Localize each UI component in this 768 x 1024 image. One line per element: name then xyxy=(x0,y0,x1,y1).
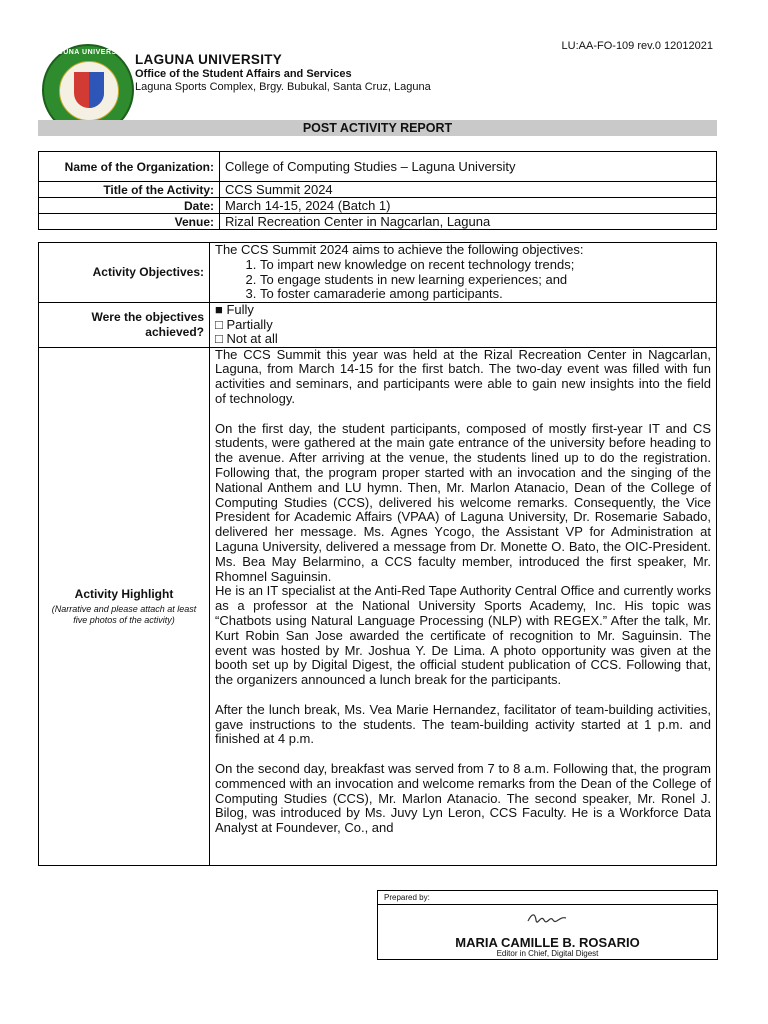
letterhead xyxy=(135,52,431,93)
date-value: March 14-15, 2024 (Batch 1) xyxy=(220,198,717,214)
achieved-label: Were the objectives achieved? xyxy=(39,303,210,348)
highlight-label-cell xyxy=(39,347,210,865)
objective-item: 2. To engage students in new learning experiences; and xyxy=(260,273,711,288)
seal-text: LAGUNA UNIVERSITY xyxy=(46,49,130,56)
highlight-label: Activity Highlight xyxy=(74,586,174,601)
option-not-at-all: □ Not at all xyxy=(215,331,278,347)
prepared-by-label: Prepared by: xyxy=(378,891,717,905)
preparer-role: Editor in Chief, Digital Digest xyxy=(496,949,599,958)
report-title: POST ACTIVITY REPORT xyxy=(38,120,717,136)
venue-label: Venue: xyxy=(39,214,220,230)
activity-details-table xyxy=(38,242,717,866)
prepared-by-box xyxy=(377,890,718,960)
document-reference: LU:AA-FO-109 rev.0 12012021 xyxy=(561,40,713,52)
org-value: College of Computing Studies – Laguna University xyxy=(220,152,717,182)
objectives-label: Activity Objectives: xyxy=(39,243,210,303)
achieved-options xyxy=(210,303,717,348)
narrative-paragraph: The CCS Summit this year was held at the Rizal Recreation Center in Nagcarlan, Laguna, from March 14-15 for the first batch. The two-day event was filled with fun activities and seminars, and participants were able to gain new insights into the field of technology. xyxy=(215,346,711,407)
objective-item: 3. To foster camaraderie among participants. xyxy=(260,287,711,302)
objectives-list xyxy=(215,258,711,302)
highlight-note: (Narrative and please attach at least five photos of the activity) xyxy=(51,603,197,625)
narrative-paragraph: After the lunch break, Ms. Vea Marie Hernandez, facilitator of team-building activities, gave instructions to the students. The team-building activity started at 1 p.m. and finished at 4 p.m. xyxy=(215,701,711,747)
narrative-paragraph: On the first day, the student participants, composed of mostly first-year IT and CS students, were gathered at the main gate entrance of the university before heading to the avenue. After arriving at the venue, the students lined up to do the registration. Following that, the program proper started with an invocation and the singing of the National Anthem and LU hymn. Then, Mr. Marlon Atanacio, Dean of the College of Computing Studies (CCS), delivered his welcome remarks. Consequently, the Vice President for Academic Affairs (VPAA) of Laguna University, Dr. Rosemarie Sabado, delivered her message. Ms. Agnes Ycogo, the Assistant VP for Administration at Laguna University, delivered a message from Dr. Monette O. Bato, the OIC-President. Ms. Bea May Belarmino, a CCS faculty member, introduced the first speaker, Mr. Rhomnel Saguinsin. xyxy=(215,420,711,584)
signature-icon xyxy=(526,911,568,925)
office-name: Office of the Student Affairs and Services xyxy=(135,68,352,80)
narrative-paragraph: On the second day, breakfast was served from 7 to 8 a.m. Following that, the program commenced with an invocation and welcome remarks from the Dean of the College of Computing Studies (CCS), Mr. Marlon Atanacio. The second speaker, Mr. Ronel J. Bilog, was introduced by Ms. Juvy Lyn Leron, CCS Faculty. He is a Workforce Data Analyst at Foundever, Co., and xyxy=(215,761,711,836)
narrative-paragraph: He is an IT specialist at the Anti-Red Tape Authority Central Office and currently works as a professor at the National University Sports Academy, Inc. His topic was “Chatbots using Natural Language Processing (NLP) with REGEX.” After the talk, Mr. Kurt Robin San Jose awarded the certificate of recognition to Mr. Saguinsin. The event was hosted by Mr. Joshua Y. De Lima. A photo opportunity was given at the booth set up by Digital Digest, the official student publication of CCS. Following that, the organizers announced a lunch break for the participants. xyxy=(215,583,711,688)
org-label: Name of the Organization: xyxy=(39,152,220,182)
activity-title-label: Title of the Activity: xyxy=(39,182,220,198)
option-partially: □ Partially xyxy=(215,316,273,332)
objectives-intro: The CCS Summit 2024 aims to achieve the following objectives: xyxy=(215,242,584,257)
date-label: Date: xyxy=(39,198,220,214)
activity-info-table xyxy=(38,151,717,230)
university-name: LAGUNA UNIVERSITY xyxy=(135,52,283,67)
objective-item: 1. To impart new knowledge on recent technology trends; xyxy=(260,258,711,273)
seal-inner xyxy=(59,61,119,121)
office-address: Laguna Sports Complex, Brgy. Bubukal, Santa Cruz, Laguna xyxy=(135,81,431,93)
venue-value: Rizal Recreation Center in Nagcarlan, Laguna xyxy=(220,214,717,230)
preparer-name: MARIA CAMILLE B. ROSARIO xyxy=(455,935,640,950)
option-fully: ■ Fully xyxy=(215,302,254,318)
shield-stripe-icon xyxy=(89,72,104,108)
objectives-cell xyxy=(210,243,717,303)
highlight-narrative xyxy=(210,347,717,865)
activity-title-value: CCS Summit 2024 xyxy=(220,182,717,198)
